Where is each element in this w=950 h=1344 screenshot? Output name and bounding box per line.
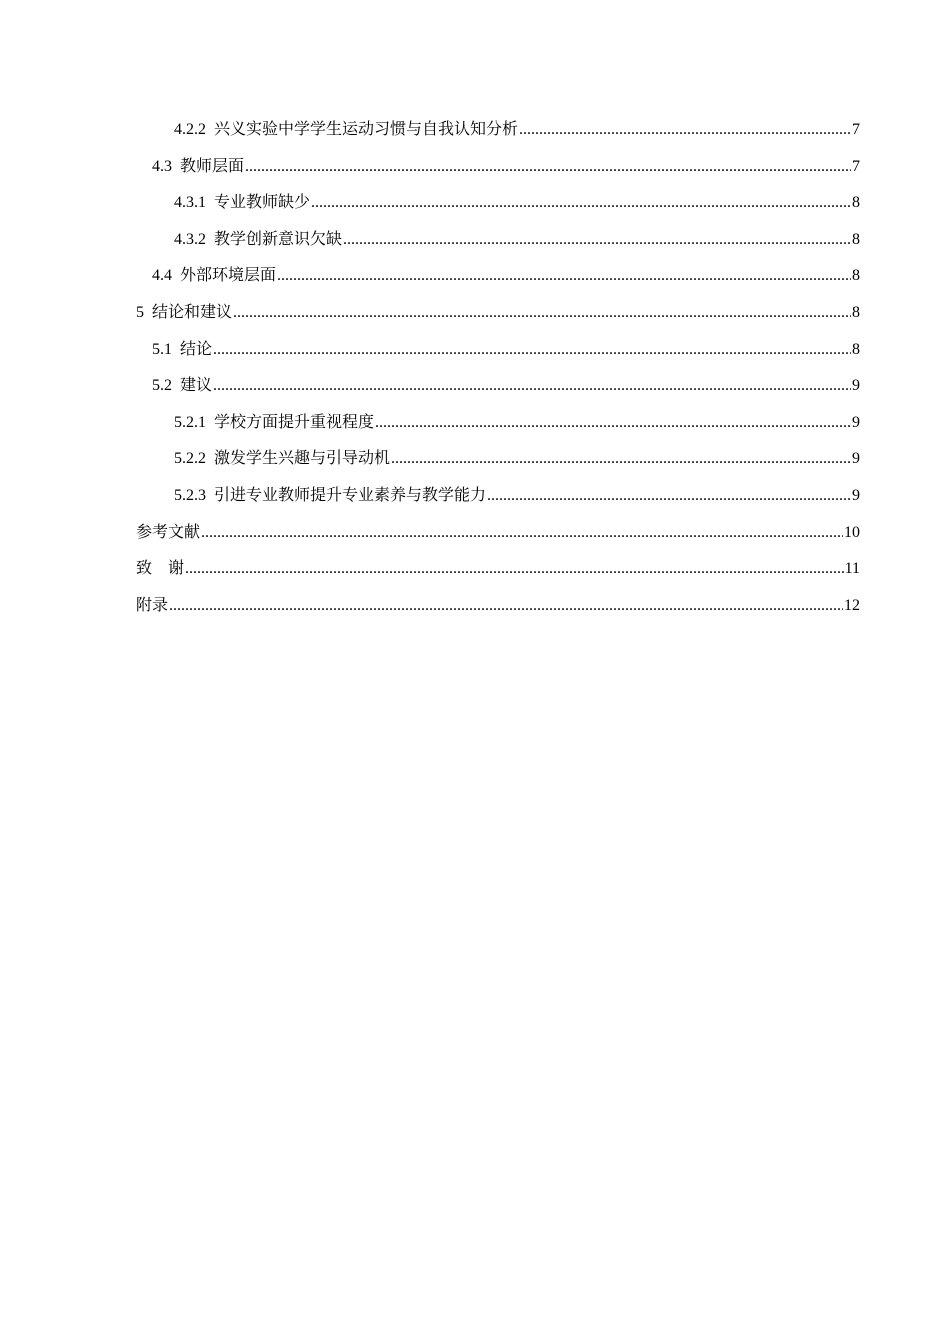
toc-dot-leader: [375, 405, 851, 442]
toc-dot-leader: [277, 258, 851, 295]
toc-dot-leader: [311, 185, 851, 222]
toc-entry-number: 4.3.1: [174, 194, 206, 212]
toc-entry-title: 专业教师缺少: [214, 192, 311, 212]
toc-entry-page: 7: [852, 157, 860, 175]
toc-entry-number: 5: [136, 303, 144, 321]
toc-entry-page: 8: [852, 194, 860, 212]
toc-dot-leader: [391, 441, 851, 478]
toc-entry-page: 9: [852, 450, 860, 468]
toc-dot-leader: [185, 551, 844, 588]
toc-entry-number: 5.2.2: [174, 450, 206, 468]
toc-entry-title: 建议: [180, 375, 213, 395]
toc-entry-page: 8: [852, 303, 860, 321]
toc-entry[interactable]: [136, 257, 860, 294]
toc-entry-page: 9: [852, 486, 860, 504]
toc-dot-leader: [213, 368, 851, 405]
toc-entry-page: 12: [844, 596, 860, 614]
toc-entry-number: 5.1: [152, 340, 172, 358]
toc-entry[interactable]: [136, 477, 860, 514]
toc-dot-leader: [213, 332, 851, 369]
toc-dot-leader: [201, 515, 843, 552]
toc-entry[interactable]: [136, 111, 860, 148]
toc-entry-page: 8: [852, 267, 860, 285]
toc-dot-leader: [487, 478, 851, 515]
toc-entry-number: 5.2.3: [174, 486, 206, 504]
toc-entry[interactable]: [136, 148, 860, 185]
toc-dot-leader: [245, 149, 851, 186]
table-of-contents: [136, 111, 860, 623]
toc-entry-title: 结论: [180, 338, 213, 358]
toc-entry-page: 9: [852, 413, 860, 431]
toc-dot-leader: [233, 295, 851, 332]
toc-entry-title: 激发学生兴趣与引导动机: [214, 448, 391, 468]
toc-entry-title: 兴义实验中学学生运动习惯与自我认知分析: [214, 119, 519, 138]
toc-entry[interactable]: [136, 331, 860, 368]
toc-entry-number: 4.2.2: [174, 121, 206, 138]
toc-entry-number: 4.3.2: [174, 230, 206, 248]
toc-entry-page: 8: [852, 340, 860, 358]
toc-entry[interactable]: [136, 514, 860, 551]
toc-entry-title: 致 谢: [136, 558, 185, 578]
toc-entry[interactable]: [136, 550, 860, 587]
toc-entry-title: 附录: [136, 594, 169, 614]
toc-entry-page: 11: [844, 560, 860, 578]
toc-entry-title: 学校方面提升重视程度: [214, 411, 375, 431]
toc-entry-title: 教学创新意识欠缺: [214, 228, 343, 248]
toc-entry-page: 7: [852, 121, 860, 138]
toc-entry-page: 10: [844, 523, 860, 541]
toc-dot-leader: [519, 112, 851, 149]
toc-entry-number: 5.2: [152, 377, 172, 395]
toc-entry-title: 外部环境层面: [180, 265, 277, 285]
toc-entry-number: 4.3: [152, 157, 172, 175]
toc-entry[interactable]: [136, 404, 860, 441]
toc-entry-title: 引进专业教师提升专业素养与教学能力: [214, 484, 487, 504]
toc-dot-leader: [343, 222, 851, 259]
toc-entry[interactable]: [136, 367, 860, 404]
toc-dot-leader: [169, 588, 843, 625]
toc-entry[interactable]: [136, 440, 860, 477]
toc-entry-number: 4.4: [152, 267, 172, 285]
toc-entry[interactable]: [136, 587, 860, 624]
toc-entry-page: 8: [852, 230, 860, 248]
toc-entry-number: 5.2.1: [174, 413, 206, 431]
toc-entry-title: 结论和建议: [152, 301, 233, 321]
toc-entry[interactable]: [136, 184, 860, 221]
toc-entry-title: 参考文献: [136, 521, 201, 541]
toc-entry[interactable]: [136, 294, 860, 331]
toc-entry-title: 教师层面: [180, 155, 245, 175]
toc-entry-page: 9: [852, 377, 860, 395]
toc-entry[interactable]: [136, 221, 860, 258]
